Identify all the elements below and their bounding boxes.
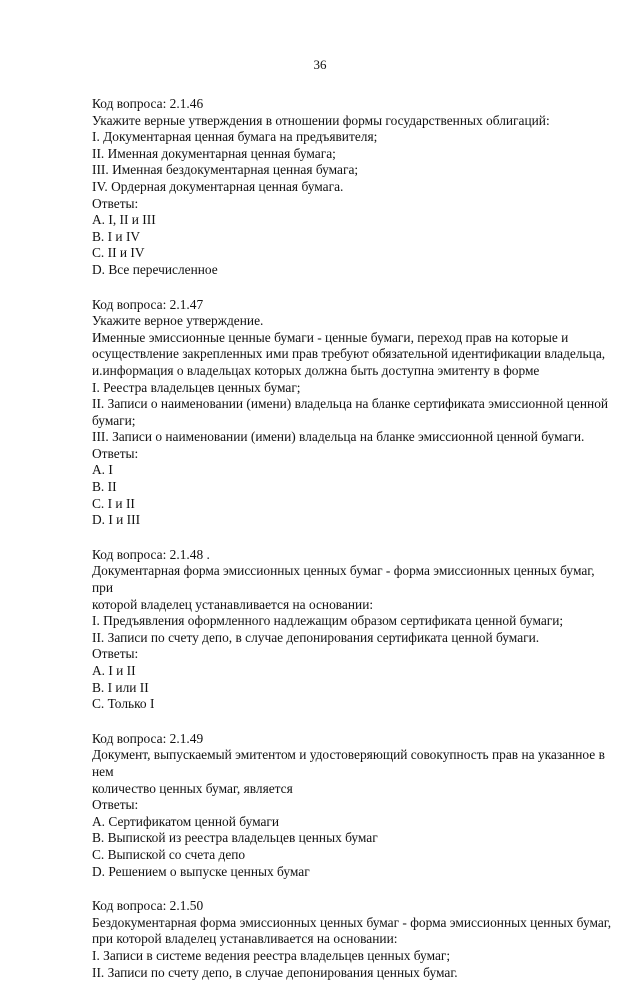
question-text-line: осуществление закрепленных ими прав требуют обязательной идентификации владельца,	[92, 346, 606, 362]
question-text-line: II. Записи по счету депо, в случае депонирования сертификата ценной бумаги.	[92, 629, 540, 645]
question-block	[92, 898, 612, 981]
question-code: Код вопроса: 2.1.49	[92, 730, 204, 746]
question-text-line: Ответы:	[92, 195, 139, 211]
question-text-line: D. I и III	[92, 512, 141, 528]
question-block	[92, 731, 612, 880]
question-text-line: I. Предъявления оформленного надлежащим образом сертификата ценной бумаги;	[92, 613, 564, 629]
question-code: Код вопроса: 2.1.46	[92, 96, 204, 111]
question-code: Код вопроса: 2.1.47	[92, 296, 204, 312]
question-code: Код вопроса: 2.1.48 .	[92, 546, 210, 562]
question-text-line: Ответы:	[92, 797, 139, 813]
question-text-line: которой владелец устанавливается на основании:	[92, 596, 374, 612]
question-text-line: I. Документарная ценная бумага на предъявителя;	[92, 129, 378, 145]
question-block	[92, 297, 612, 529]
question-text-line: C. II и IV	[92, 245, 145, 261]
question-text-line: A. I и II	[92, 663, 136, 678]
question-text-line: Бездокументарная форма эмиссионных ценных бумаг - форма эмиссионных ценных бумаг,	[92, 914, 612, 930]
question-text-line: IV. Ордерная документарная ценная бумага.	[92, 178, 344, 194]
question-text-line: III. Именная бездокументарная ценная бумага;	[92, 162, 359, 178]
question-text-line: A. Сертификатом ценной бумаги	[92, 813, 280, 829]
question-text-line: III. Записи о наименовании (имени) владельца на бланке эмиссионной ценной бумаги.	[92, 429, 585, 445]
question-text-line: B. I и IV	[92, 228, 141, 244]
document-body	[92, 96, 612, 999]
question-text-line: D. Все перечисленное	[92, 261, 218, 277]
page-number: 36	[313, 57, 327, 72]
question-text-line: количество ценных бумаг, является	[92, 780, 293, 796]
question-text-line: D. Решением о выпуске ценных бумаг	[92, 863, 310, 879]
question-text-line: I. Записи в системе ведения реестра владельцев ценных бумаг;	[92, 947, 451, 963]
question-text-line: A. I	[92, 462, 113, 478]
question-text-line: II. Именная документарная ценная бумага;	[92, 145, 336, 161]
question-text-line: бумаги;	[92, 412, 136, 428]
question-text-line: II. Записи о наименовании (имени) владельца на бланке сертификата эмиссионной ценной	[92, 396, 609, 412]
question-text-line: и.информация о владельцах которых должна быть доступна эмитенту в форме	[92, 362, 540, 378]
question-text-line: Именные эмиссионные ценные бумаги - ценные бумаги, переход прав на которые и	[92, 329, 569, 345]
question-block	[92, 547, 612, 713]
question-text-line: B. II	[92, 479, 117, 495]
question-text-line: Укажите верные утверждения в отношении формы государственных облигаций:	[92, 112, 550, 128]
question-code: Код вопроса: 2.1.50	[92, 898, 204, 914]
question-text-line: II. Записи по счету депо, в случае депонирования ценных бумаг.	[92, 964, 458, 980]
question-text-line: C. I и II	[92, 495, 135, 511]
question-text-line: Укажите верное утверждение.	[92, 313, 264, 329]
question-text-line: Ответы:	[92, 646, 139, 662]
question-text-line: C. Только I	[92, 696, 155, 712]
question-text-line: I. Реестра владельцев ценных бумаг;	[92, 379, 301, 395]
question-text-line: Документарная форма эмиссионных ценных бумаг - форма эмиссионных ценных бумаг, при	[92, 563, 595, 596]
question-text-line: C. Выпиской со счета депо	[92, 846, 246, 862]
question-text-line: B. I или II	[92, 679, 149, 695]
question-text-line: Документ, выпускаемый эмитентом и удостоверяющий совокупность прав на указанное в нем	[92, 747, 605, 779]
question-text-line: Ответы:	[92, 445, 139, 461]
question-text-line: при которой владелец устанавливается на основании:	[92, 931, 398, 947]
question-block	[92, 96, 612, 279]
question-text-line: B. Выпиской из реестра владельцев ценных бумаг	[92, 830, 378, 846]
question-text-line: A. I, II и III	[92, 212, 156, 228]
